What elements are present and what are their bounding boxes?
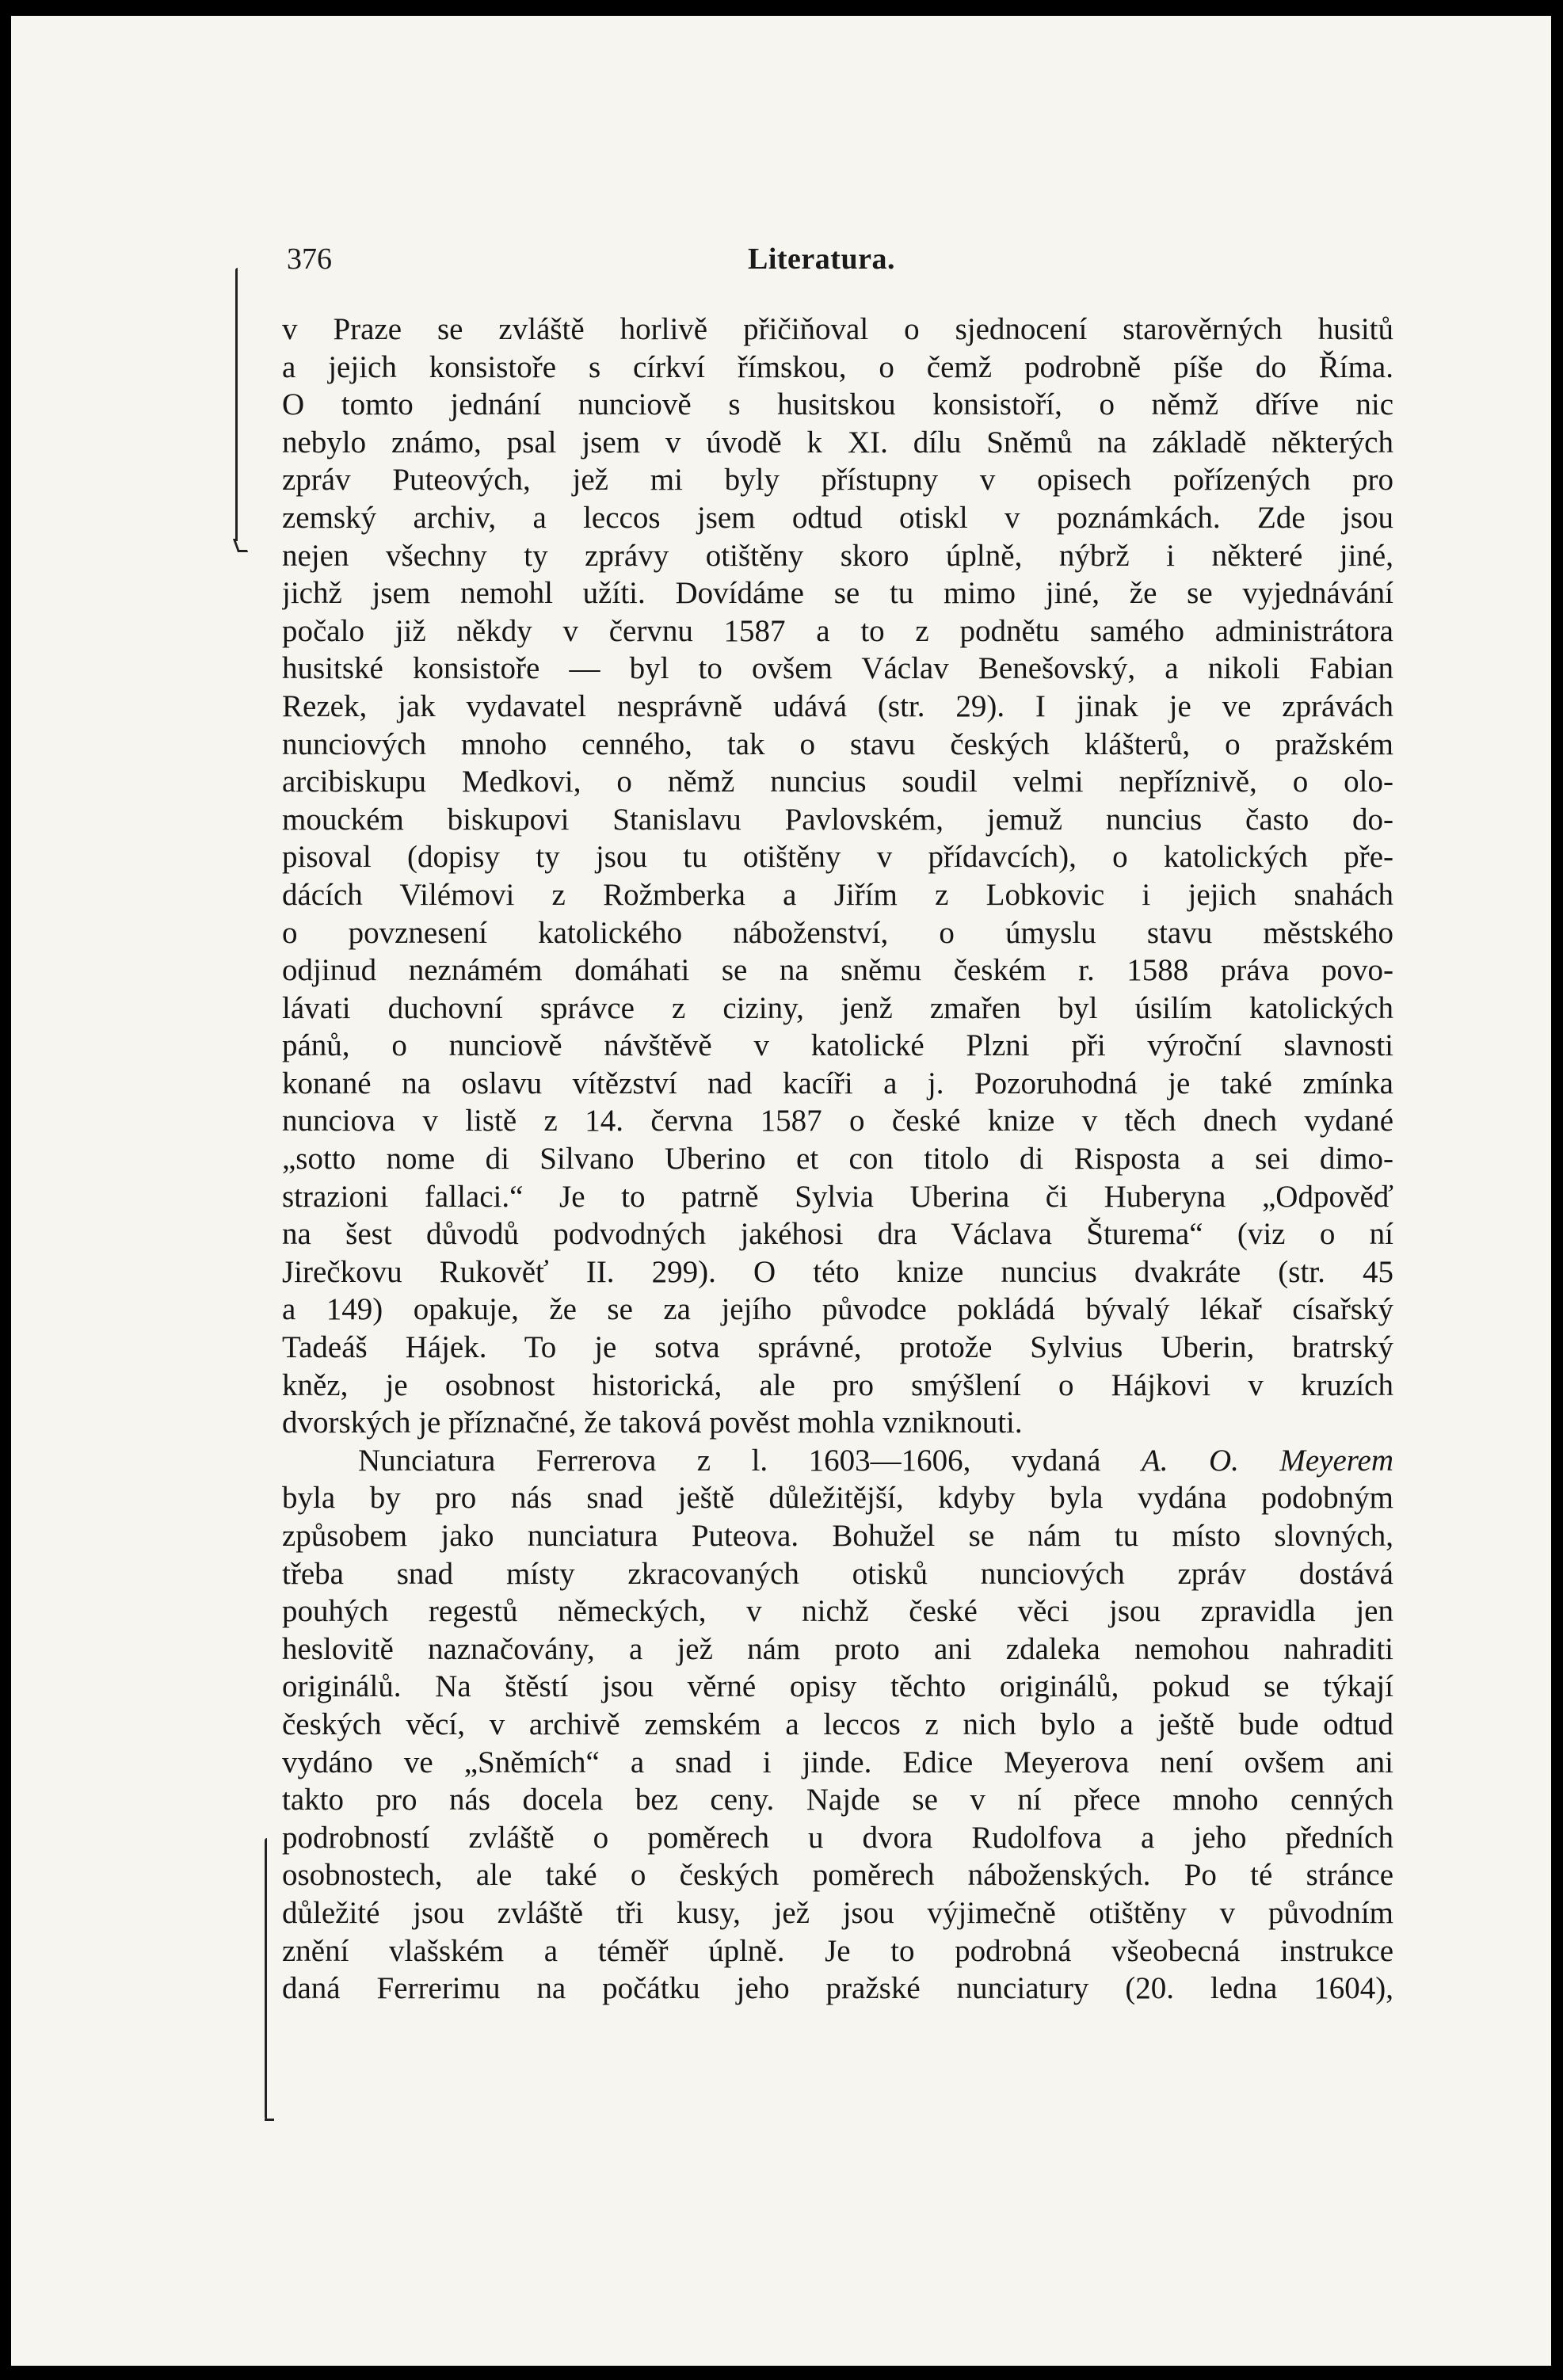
text-line: na šest důvodů podvodných jakéhosi dra Václava Šturema“ (viz o ní [282,1217,1393,1252]
text-line: kněz, je osobnost historická, ale pro smýšlení o Hájkovi v kruzích [282,1367,1393,1402]
text-line: jichž jsem nemohl užíti. Dovídáme se tu mimo jiné, že se vyjednávání [282,576,1393,611]
text-line: odjinud neznámém domáhati se na sněmu českém r. 1588 práva povo- [282,953,1393,988]
text-line: třeba snad místy zkracovaných otisků nunciových zpráv dostává [282,1556,1393,1591]
text-line: arcibiskupu Medkovi, o němž nuncius soudil velmi nepříznivě, o olo- [282,765,1393,799]
text-line: a jejich konsistoře s církví římskou, o čemž podrobně píše do Říma. [282,349,1393,384]
text-line: zemský archiv, a leccos jsem odtud otiskl v poznámkách. Zde jsou [282,500,1393,535]
text-line: podrobností zvláště o poměrech u dvora Rudolfova a jeho předních [282,1820,1393,1855]
text-line: Rezek, jak vydavatel nesprávně udává (str. 29). I jinak je ve zprávách [282,688,1393,723]
text-line: lávati duchovní správce z ciziny, jenž zmařen byl úsilím katolických [282,990,1393,1025]
text-fragment: Nunciatura Ferrerova z l. 1603—1606, vydaná [358,1443,1142,1478]
text-line: důležité jsou zvláště tři kusy, jež jsou výjimečně otištěny v původním [282,1895,1393,1930]
text-line: takto pro nás docela bez ceny. Najde se v ní přece mnoho cenných [282,1783,1393,1817]
text-line: O tomto jednání nunciově s husitskou konsistoří, o němž dříve nic [282,387,1393,422]
text-line: dvorských je příznačné, že taková pověst mohla vzniknouti. [282,1405,1023,1440]
text-line: nebylo známo, psal jsem v úvodě k XI. dílu Sněmů na základě některých [282,425,1393,460]
text-line: pánů, o nunciově návštěvě v katolické Plzni při výroční slavnosti [282,1028,1393,1063]
text-line: v Praze se zvláště horlivě přičiňoval o sjednocení starověrných husitů [282,312,1393,346]
page-number: 376 [287,242,332,276]
text-line: Tadeáš Hájek. To je sotva správné, protože Sylvius Uberin, bratrský [282,1330,1393,1365]
running-title: Literatura. [748,242,895,276]
book-page [11,16,1551,2366]
page-header [280,242,1405,289]
text-line: originálů. Na štěstí jsou věrné opisy těchto originálů, pokud se týkají [282,1669,1393,1704]
text-line: „sotto nome di Silvano Uberino et con titolo di Risposta a sei dimo- [282,1142,1393,1177]
text-line: pouhých regestů německých, v nichž české věci jsou zpravidla jen [282,1594,1393,1629]
body-text [282,311,1393,2008]
text-line: husitské konsistoře — byl to ovšem Václav Benešovský, a nikoli Fabian [282,651,1393,686]
paragraph-start-line [282,1442,1393,1480]
text-line: strazioni fallaci.“ Je to patrně Sylvia Uberina či Huberyna „Odpověď [282,1179,1393,1214]
text-line: nunciových mnoho cenného, tak o stavu českých klášterů, o pražském [282,727,1393,761]
margin-bracket-bottom [265,1838,267,2119]
text-line: daná Ferrerimu na počátku jeho pražské nunciatury (20. ledna 1604), [282,1971,1393,2006]
text-line: heslovitě naznačovány, a jež nám proto ani zdaleka nemohou nahraditi [282,1631,1393,1666]
text-line: počalo již někdy v červnu 1587 a to z podnětu samého administrátora [282,613,1393,648]
text-line: dácích Vilémovi z Rožmberka a Jiřím z Lobkovic i jejich snahách [282,877,1393,912]
editor-name: A. O. Meyerem [1141,1443,1393,1478]
text-line: nejen všechny ty zprávy otištěny skoro úplně, nýbrž i některé jiné, [282,538,1393,573]
text-line: konané na oslavu vítězství nad kacíři a j. Pozoruhodná je také zmínka [282,1066,1393,1100]
text-line: způsobem jako nunciatura Puteova. Bohužel se nám tu místo slovných, [282,1519,1393,1553]
text-line: byla by pro nás snad ještě důležitější, kdyby byla vydána podobným [282,1481,1393,1516]
text-line: pisoval (dopisy ty jsou tu otištěny v přídavcích), o katolických pře- [282,840,1393,875]
text-line: znění vlašském a téměř úplně. Je to podrobná všeobecná instrukce [282,1933,1393,1968]
text-line: nunciova v listě z 14. června 1587 o české knize v těch dnech vydané [282,1104,1393,1139]
text-line: českých věcí, v archivě zemském a leccos z nich bylo a ještě bude odtud [282,1707,1393,1741]
margin-bracket-top [235,268,238,541]
text-line: o povznesení katolického náboženství, o úmyslu stavu městského [282,915,1393,950]
text-line: osobnostech, ale také o českých poměrech náboženských. Po té stránce [282,1858,1393,1893]
text-line: Jirečkovu Rukověť II. 299). O této knize nuncius dvakráte (str. 45 [282,1254,1393,1289]
text-line: zpráv Puteových, jež mi byly přístupny v opisech pořízených pro [282,463,1393,498]
text-line: mouckém biskupovi Stanislavu Pavlovském, jemuž nuncius často do- [282,802,1393,837]
text-line: vydáno ve „Sněmích“ a snad i jinde. Edice Meyerova není ovšem ani [282,1745,1393,1779]
text-line: a 149) opakuje, že se za jejího původce pokládá bývalý lékař císařský [282,1292,1393,1327]
